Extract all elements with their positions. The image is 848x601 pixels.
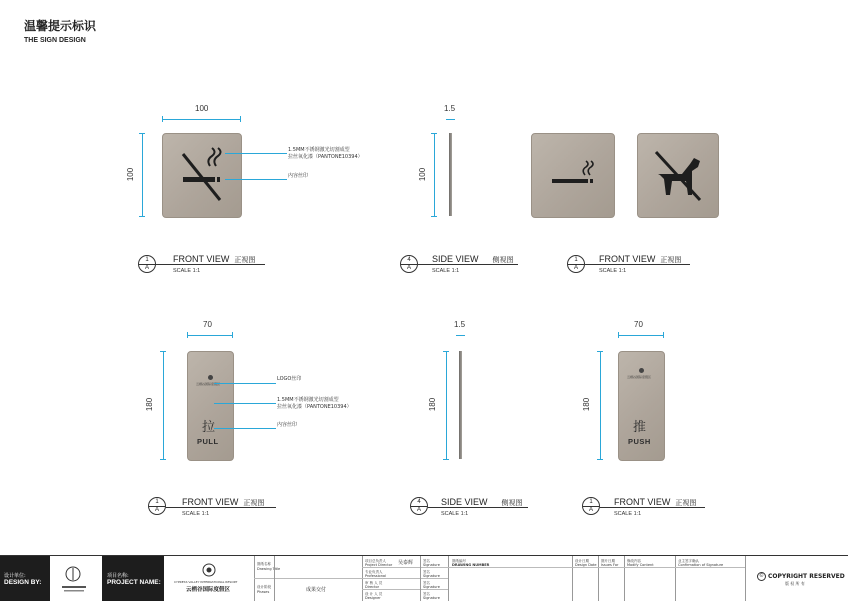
- logo-leader: [214, 383, 276, 384]
- view-badge: 1 A: [148, 497, 166, 515]
- view-title-underline: [585, 264, 690, 265]
- view-badge: 1 A: [567, 255, 585, 273]
- design-by-cell: 设计单位: DESIGN BY:: [0, 556, 50, 601]
- logo-mark-icon: [208, 375, 213, 380]
- dimension-tick: [187, 332, 188, 338]
- view-badge: 1 A: [138, 255, 156, 273]
- project-name-cn: 云栖谷国际度假区: [186, 587, 231, 593]
- thickness-dimension-line: [456, 335, 465, 336]
- view-title: FRONT VIEW 正视图: [173, 254, 256, 264]
- copyright-text: COPYRIGHT RESERVED: [768, 573, 845, 580]
- view-scale: SCALE 1:1: [182, 511, 210, 517]
- dimension-tick: [618, 332, 619, 338]
- copyright-text-cn: 版 权 所 有: [785, 581, 805, 586]
- phase-value: 成果交付: [306, 587, 327, 593]
- material-note-line2: 拉丝氧化漆（PANTONE10394）: [288, 154, 363, 160]
- sign-logo-text: 云栖谷国际度假区: [627, 375, 652, 379]
- content-note: 内容丝印: [277, 422, 298, 428]
- smoking-area-sign: [531, 133, 615, 218]
- view-badge: 4 A: [410, 497, 428, 515]
- dimension-tick: [443, 459, 449, 460]
- push-text-cn: 推: [633, 420, 647, 435]
- dimension-tick: [160, 459, 166, 460]
- push-sign: [618, 351, 665, 461]
- view-badge: 1 A: [582, 497, 600, 515]
- sign-edge: [459, 351, 462, 459]
- pull-sign: [187, 351, 234, 461]
- height-dimension-line: [600, 351, 601, 459]
- height-dimension-line: [434, 133, 435, 216]
- dimension-tick: [597, 351, 603, 352]
- content-leader: [225, 179, 287, 180]
- height-dimension-text: 180: [582, 397, 592, 412]
- view-title-underline: [418, 264, 518, 265]
- no-pets-sign: [637, 133, 719, 218]
- pull-text-cn: 拉: [202, 420, 216, 435]
- sign-logo-text: 云栖谷国际度假区: [196, 382, 221, 386]
- material-note-line1: 1.5MM不锈钢激光切割成型: [277, 397, 339, 403]
- view-scale: SCALE 1:1: [599, 268, 627, 274]
- no-smoking-icon: [163, 134, 241, 217]
- view-title: SIDE VIEW 侧视图: [441, 497, 523, 507]
- dimension-tick: [162, 116, 163, 122]
- width-dimension-line: [187, 335, 232, 336]
- width-dimension-line: [618, 335, 663, 336]
- height-dimension-text: 180: [428, 397, 438, 412]
- dimension-tick: [139, 133, 145, 134]
- dimension-tick: [443, 351, 449, 352]
- view-title-underline: [428, 507, 528, 508]
- width-dimension-text: 70: [203, 320, 212, 329]
- thickness-dimension-line: [446, 119, 455, 120]
- height-dimension-text: 100: [126, 167, 136, 182]
- height-dimension-line: [446, 351, 447, 459]
- logo-mark-icon: [639, 368, 644, 373]
- dimension-tick: [139, 216, 145, 217]
- view-scale: SCALE 1:1: [432, 268, 460, 274]
- height-dimension-text: 180: [145, 397, 155, 412]
- push-text-en: PUSH: [628, 437, 651, 446]
- content-note: 内容丝印: [288, 173, 309, 179]
- material-leader: [225, 153, 287, 154]
- logo-note: LOGO丝印: [277, 376, 302, 382]
- material-note-line1: 1.5MM不锈钢激光切割成型: [288, 147, 350, 153]
- thickness-dimension-text: 1.5: [444, 104, 456, 113]
- designer-logo-cell: [50, 556, 102, 601]
- width-dimension-text: 70: [634, 320, 643, 329]
- project-logo-cell: [164, 556, 254, 601]
- height-dimension-line: [142, 133, 143, 216]
- material-leader: [214, 403, 276, 404]
- page-title: 温馨提示标识: [24, 19, 97, 33]
- height-dimension-text: 100: [418, 167, 428, 182]
- dimension-tick: [240, 116, 241, 122]
- view-scale: SCALE 1:1: [173, 268, 201, 274]
- title-block: 设计单位: DESIGN BY: 项目名称: PROJECT NAME: CYPRESS VALLEY INTERNATIONAL RESORT 云栖谷国际度假区 图纸名称 Drawing Title 设计阶段 Phases 成果交付 项目总负责人 Project Director 吴泰辉 专业负责人 Professional 审 核 人 员 Director 设 计 人 员 Designer 签名 Signature 签名 Signature 签名 Signature 签名 Signature 图纸编号 DRAWING NUMBER 设计日期 Design Date 图片日期 Issues For 修改内容 Modify Content 业主签字确认 Confirmation of Signature © COPYRIGHT RESERVED 版 权 所 有: [0, 555, 848, 601]
- page-subtitle: THE SIGN DESIGN: [24, 37, 86, 44]
- view-scale: SCALE 1:1: [614, 511, 642, 517]
- no-smoking-sign: [162, 133, 242, 218]
- sign-edge: [449, 133, 452, 216]
- width-dimension-line: [162, 119, 240, 120]
- view-badge: 4 A: [400, 255, 418, 273]
- height-dimension-line: [163, 351, 164, 459]
- director-name: 吴泰辉: [398, 560, 414, 566]
- view-title: FRONT VIEW 正视图: [599, 254, 682, 264]
- project-name-label-cell: 项目名称: PROJECT NAME:: [102, 556, 164, 601]
- view-title: SIDE VIEW 侧视图: [432, 254, 514, 264]
- content-leader: [214, 428, 276, 429]
- material-note-line2: 拉丝氧化漆（PANTONE10394）: [277, 404, 352, 410]
- smoking-area-icon: [532, 134, 614, 217]
- view-title: FRONT VIEW 正视图: [614, 497, 697, 507]
- width-dimension-text: 100: [195, 104, 209, 113]
- view-title-underline: [166, 507, 276, 508]
- view-title: FRONT VIEW 正视图: [182, 497, 265, 507]
- dimension-tick: [431, 216, 437, 217]
- thickness-dimension-text: 1.5: [454, 320, 466, 329]
- view-title-underline: [155, 264, 265, 265]
- designer-logo-icon: [50, 556, 102, 601]
- dimension-tick: [597, 459, 603, 460]
- view-title-underline: [600, 507, 705, 508]
- dimension-tick: [663, 332, 664, 338]
- dimension-tick: [160, 351, 166, 352]
- no-pets-icon: [638, 134, 718, 217]
- dimension-tick: [232, 332, 233, 338]
- project-name-en: CYPRESS VALLEY INTERNATIONAL RESORT: [174, 580, 238, 584]
- dimension-tick: [431, 133, 437, 134]
- copyright-icon: ©: [757, 572, 766, 581]
- view-scale: SCALE 1:1: [441, 511, 469, 517]
- pull-text-en: PULL: [197, 437, 219, 446]
